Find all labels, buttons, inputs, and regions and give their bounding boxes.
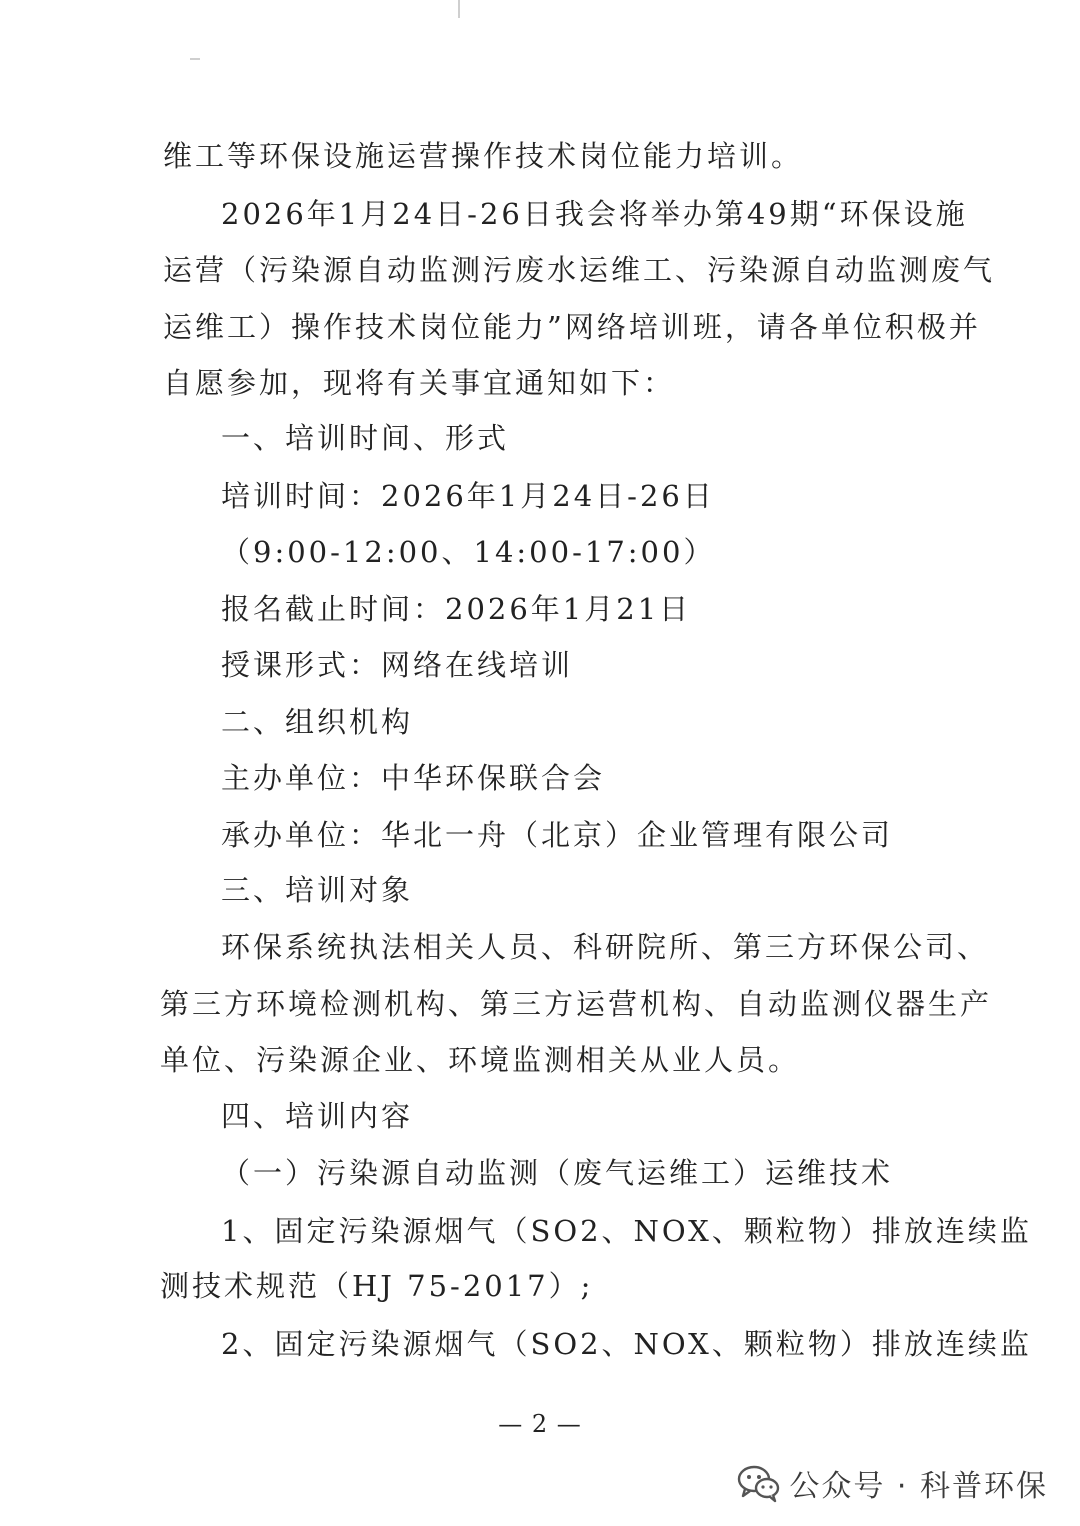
section-heading: 一、培训时间、形式 bbox=[221, 421, 510, 455]
body-line: （9:00-12:00、14:00-17:00） bbox=[221, 535, 716, 569]
scan-mark bbox=[458, 0, 460, 18]
body-line: 承办单位：华北一舟（北京）企业管理有限公司 bbox=[221, 818, 894, 852]
body-line: 2026年1月24日-26日我会将举办第49期“环保设施 bbox=[221, 197, 968, 231]
body-line: 第三方环境检测机构、第三方运营机构、自动监测仪器生产 bbox=[160, 987, 993, 1021]
body-line: 单位、污染源企业、环境监测相关从业人员。 bbox=[160, 1043, 801, 1077]
body-line: 授课形式：网络在线培训 bbox=[221, 648, 574, 682]
page-number: — 2 — bbox=[498, 1410, 582, 1438]
section-heading: 三、培训对象 bbox=[221, 873, 414, 907]
body-line: 环保系统执法相关人员、科研院所、第三方环保公司、 bbox=[221, 930, 990, 964]
body-line: 培训时间：2026年1月24日-26日 bbox=[221, 479, 715, 513]
body-line: 维工等环保设施运营操作技术岗位能力培训。 bbox=[163, 139, 804, 173]
body-line: 运维工）操作技术岗位能力”网络培训班，请各单位积极并 bbox=[163, 310, 981, 344]
section-heading: 四、培训内容 bbox=[221, 1099, 414, 1133]
list-item: 2、固定污染源烟气（SO2、NOX、颗粒物）排放连续监 bbox=[221, 1327, 1032, 1361]
body-line: 主办单位：中华环保联合会 bbox=[221, 761, 606, 795]
scan-mark bbox=[190, 58, 200, 60]
watermark-text: 公众号 · 科普环保 bbox=[789, 1469, 1048, 1504]
body-line: 报名截止时间：2026年1月21日 bbox=[221, 592, 692, 626]
subsection-heading: （一）污染源自动监测（废气运维工）运维技术 bbox=[221, 1156, 894, 1190]
wechat-icon bbox=[737, 1463, 781, 1503]
body-line: 自愿参加，现将有关事宜通知如下： bbox=[163, 366, 676, 400]
list-item: 测技术规范（HJ 75-2017）; bbox=[160, 1269, 594, 1303]
body-line: 运营（污染源自动监测污废水运维工、污染源自动监测废气 bbox=[163, 253, 996, 287]
list-item: 1、固定污染源烟气（SO2、NOX、颗粒物）排放连续监 bbox=[221, 1214, 1032, 1248]
section-heading: 二、组织机构 bbox=[221, 705, 414, 739]
watermark bbox=[737, 1458, 1048, 1508]
